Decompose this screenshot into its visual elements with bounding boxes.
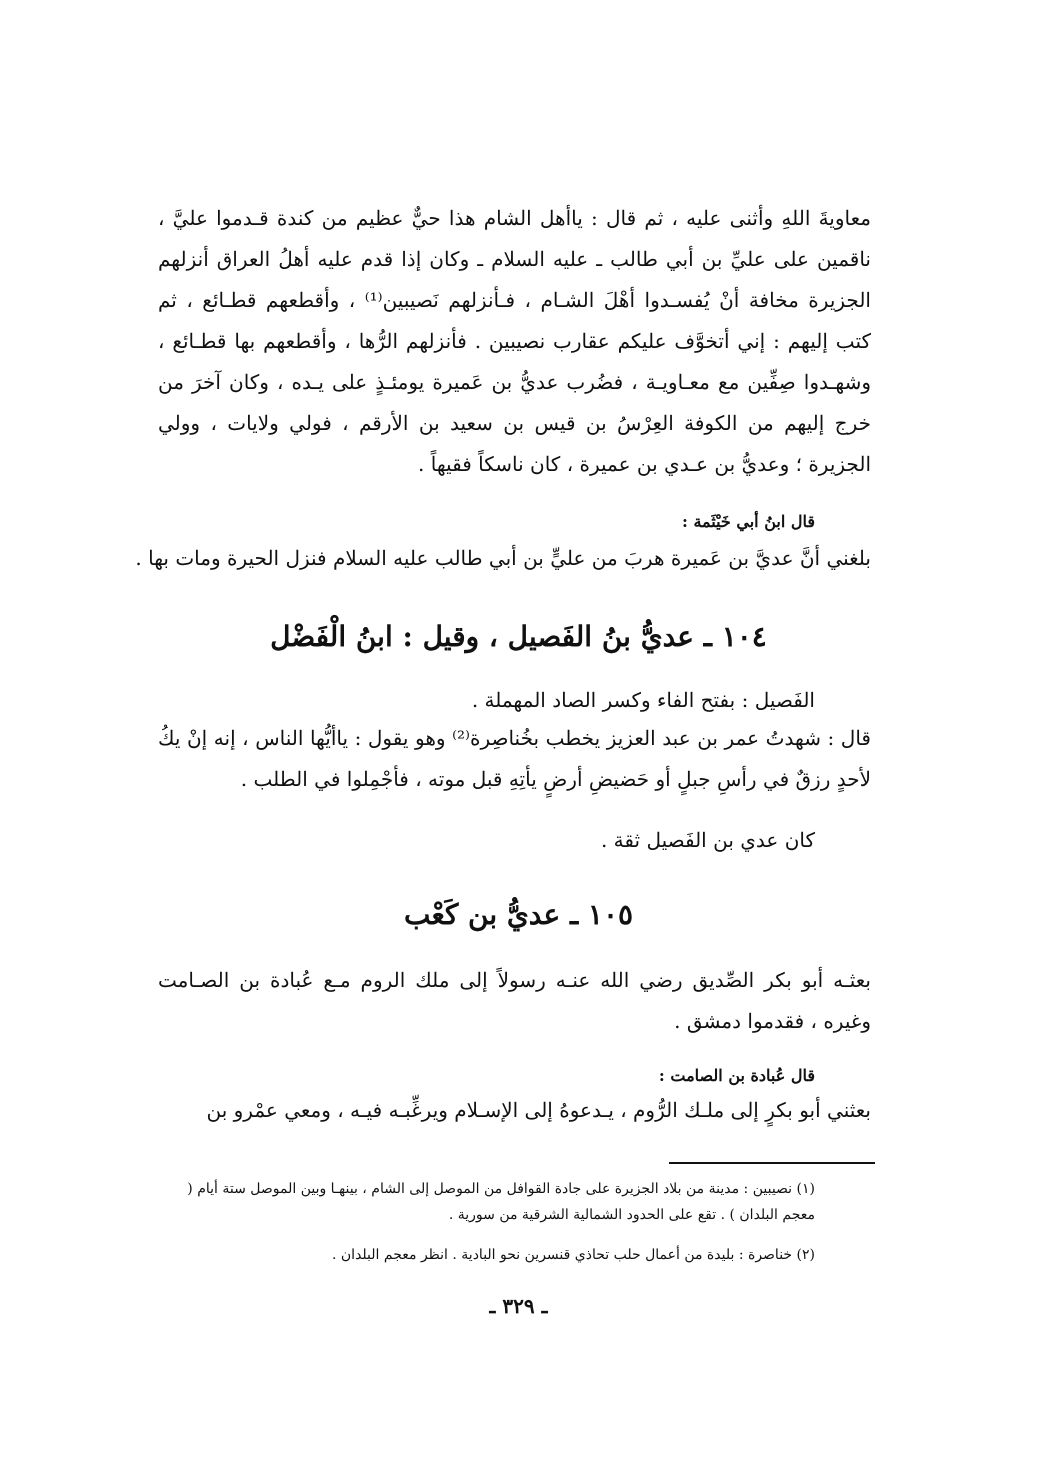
entry1-attribution: قال ابنُ أبي خَيْثَمة : (681, 512, 815, 531)
footnote-divider (669, 1162, 875, 1164)
entry-105-text: بعثـه أبو بكر الصِّديق رضي الله عنـه رسولاً إلى ملك الروم مـع عُبادة بن الصـامت وغيره ، فقدموا دمشق . (158, 968, 871, 1033)
paragraph-continuation: معاويةَ اللهِ وأثنى عليه ، ثم قال : ياأهل الشام هذا حيٌّ عظيم من كندة قـدموا عليَّ ، ناقمين على عليِّ بن أبي طالب ـ عليه السلام ـ وكان إذا قدم عليه أهلُ العراق أنزلهم الجزيرة مخافة أنْ يُفسـدوا أهْلَ الشـام ، فـأنزلهم نَصيبين⁽¹⁾ ، وأقطعهم قطـائع ، ثم كتب إليهم : إني أتخوَّف عليكم عقارب نصيبين . فأنزلهم الرُّها ، وأقطعهم بها قطـائع ، وشهـدوا صِفِّين مع معـاويـة ، فضُرب عديُّ بن عَميرة يومئـذٍ على يـده ، وكان آخرَ من خرج إليهم من الكوفة العِرْسُ بن قيس بن سعيد بن الأرقم ، فولي ولايات ، وولي الجزيرة ؛ وعديُّ بن عـدي بن عميرة ، كان ناسكاً فقيهاً . (158, 206, 871, 476)
entry-105-attribution: قال عُبادة بن الصامت : (658, 1066, 815, 1085)
page-number: ـ ٣٢٩ ـ (489, 1294, 548, 1318)
entry-104-grading: كان عدي بن الفَصيل ثقة . (600, 828, 815, 852)
entry-105-heading: ١٠٥ ـ عديُّ بن كَعْب (403, 898, 634, 931)
footnote-1: (١) نصيبين : مدينة من بلاد الجزيرة على جادة القوافل من الموصل إلى الشام ، بينهـا وبين الموصل ستة أيام ( معجم البلدان ) . تقع على الحدود الشمالية الشرقية من سورية . (187, 1181, 815, 1223)
footnote-2: (٢) خناصرة : بليدة من أعمال حلب تحاذي قنسرين نحو البادية . انظر معجم البلدان . (332, 1247, 815, 1263)
entry1-text: بلغني أنَّ عديَّ بن عَميرة هربَ من عليٍّ بن أبي طالب عليه السلام فنزل الحيرة ومات بها . (135, 546, 871, 570)
entry-104-definition: الفَصيل : بفتح الفاء وكسر الصاد المهملة . (471, 688, 815, 712)
entry-104-heading: ١٠٤ ـ عديُّ بنُ الفَصيل ، وقيل : ابنُ الْفَضْل (270, 620, 767, 653)
entry-105-quote: بعثني أبو بكرٍ إلى ملـك الرُّوم ، يـدعوهُ إلى الإسـلام ويرغِّبـه فيـه ، ومعي عمْرو بن (206, 1098, 871, 1122)
entry-104-quote: قال : شهدتُ عمر بن عبد العزيز يخطب بخُناصِرة⁽²⁾ وهو يقول : ياأيُّها الناس ، إنه إنْ يكُ لأحدٍ رزقٌ في رأسِ جبلٍ أو حَضيضِ أرضٍ يأتِهِ قبل موته ، فأجْمِلوا في الطلب . (158, 726, 871, 791)
